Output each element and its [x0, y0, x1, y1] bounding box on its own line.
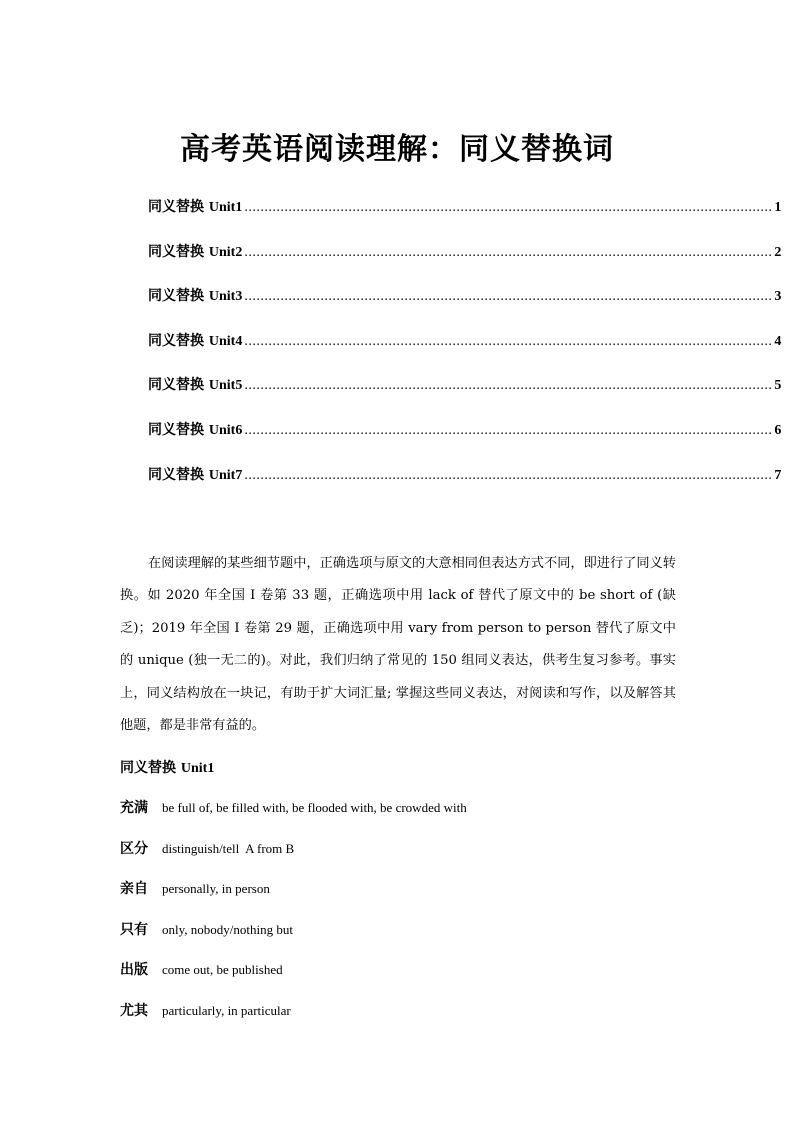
intro-paragraph: 在阅读理解的某些细节题中，正确选项与原文的大意相同但表达方式不同，即进行了同义转换。如 2020 年全国 I 卷第 33 题，正确选项中用 lack of 替代了原文中的 be short of (缺乏)；2019 年全国 I 卷第 29 题，正确选项中用 vary from person to person 替代了原文中的 unique (独一无二的)。对此，我们归纳了常见的 150 组同义表达，供考生复习参考。事实上，同义结构放在一块记，有助于扩大词汇量; 掌握这些同义表达，对阅读和写作，以及解答其他题，都是非常有益的。	[120, 556, 676, 734]
toc-entry[interactable]	[148, 196, 782, 241]
toc-leader-dots: ....................................................................................................................................	[244, 378, 773, 394]
toc-entry[interactable]	[148, 285, 782, 330]
toc-entry[interactable]	[148, 464, 782, 509]
vocab-term: 亲自	[120, 881, 148, 898]
toc-leader-dots: ....................................................................................................................................	[244, 422, 773, 438]
toc-entry-label: 同义替换 Unit7	[148, 466, 243, 483]
vocab-entry	[120, 959, 680, 1000]
toc-entry[interactable]	[148, 330, 782, 375]
toc-page-number: 4	[774, 333, 782, 349]
vocab-term: 只有	[120, 921, 148, 938]
vocab-term: 出版	[120, 962, 148, 979]
toc-entry-label: 同义替换 Unit6	[148, 421, 243, 438]
toc-leader-dots: ....................................................................................................................................	[244, 289, 773, 305]
vocab-term: 区分	[120, 840, 148, 857]
toc-page-number: 6	[774, 422, 782, 438]
toc-entry-label: 同义替换 Unit1	[148, 199, 243, 215]
toc-entry-label: 同义替换 Unit5	[148, 377, 243, 394]
toc-leader-dots: ....................................................................................................................................	[244, 333, 773, 349]
vocab-term: 充满	[120, 800, 148, 816]
table-of-contents	[148, 196, 782, 508]
toc-leader-dots: ....................................................................................................................................	[244, 467, 773, 483]
toc-page-number: 3	[774, 289, 782, 305]
vocab-entry	[120, 797, 680, 838]
vocab-entry	[120, 919, 680, 960]
toc-entry-label: 同义替换 Unit3	[148, 288, 243, 305]
toc-leader-dots: ....................................................................................................................................	[244, 244, 773, 260]
vocab-term: 尤其	[120, 1002, 148, 1019]
toc-page-number: 7	[774, 467, 782, 483]
toc-entry[interactable]	[148, 419, 782, 464]
vocab-entry	[120, 1000, 680, 1041]
vocab-synonyms: be full of, be filled with, be flooded with, be crowded with	[162, 800, 467, 815]
document-title: 高考英语阅读理解：同义替换词	[180, 132, 614, 167]
vocab-entry	[120, 878, 680, 919]
toc-page-number: 2	[774, 244, 782, 260]
toc-entry[interactable]	[148, 241, 782, 286]
toc-page-number: 5	[774, 378, 782, 394]
vocab-entry	[120, 838, 680, 879]
toc-entry[interactable]	[148, 374, 782, 419]
toc-entry-label: 同义替换 Unit4	[148, 332, 243, 349]
vocab-synonyms: distinguish/tell A from B	[162, 840, 295, 856]
vocab-synonyms: personally, in person	[162, 881, 270, 897]
toc-leader-dots: ....................................................................................................................................	[244, 200, 773, 215]
vocab-synonyms: particularly, in particular	[162, 1002, 291, 1018]
toc-entry-label: 同义替换 Unit2	[148, 243, 243, 260]
vocab-synonyms: come out, be published	[162, 962, 283, 978]
vocab-list	[120, 797, 680, 1041]
section-heading-unit1: 同义替换 Unit1	[120, 760, 215, 776]
vocab-synonyms: only, nobody/nothing but	[162, 921, 293, 937]
toc-page-number: 1	[774, 200, 782, 215]
